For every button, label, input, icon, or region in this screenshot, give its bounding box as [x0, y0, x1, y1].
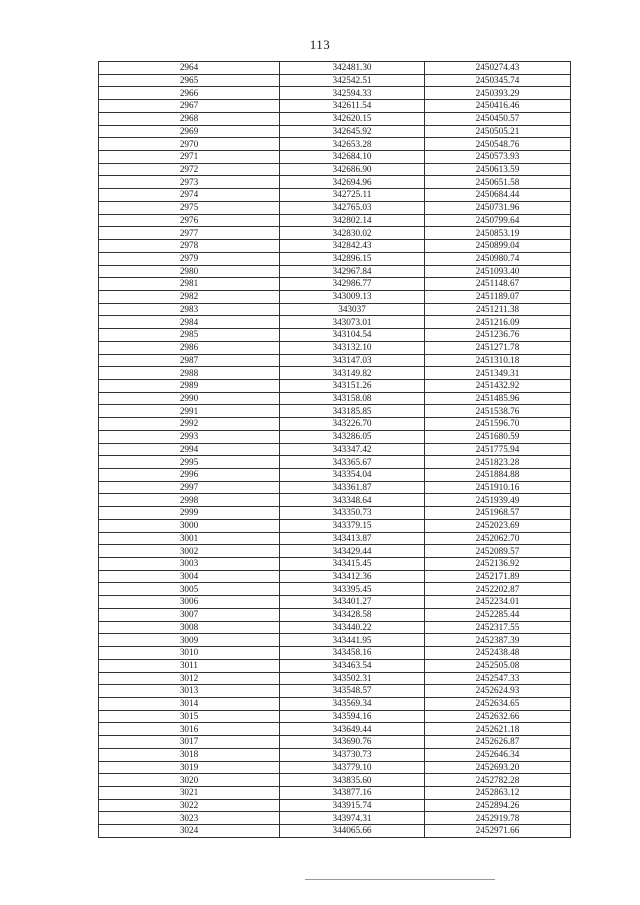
table-row: [99, 87, 571, 100]
x-coordinate-cell: 342620.15: [280, 112, 425, 125]
point-number-cell: 2981: [99, 278, 280, 291]
table-row: [99, 265, 571, 278]
y-coordinate-cell: 2451775.94: [425, 443, 571, 456]
point-number-cell: 2989: [99, 379, 280, 392]
y-coordinate-cell: 2451148.67: [425, 278, 571, 291]
point-number-cell: 3014: [99, 697, 280, 710]
point-number-cell: 3004: [99, 570, 280, 583]
x-coordinate-cell: 343132.10: [280, 341, 425, 354]
table-row: [99, 278, 571, 291]
table-row: [99, 545, 571, 558]
y-coordinate-cell: 2451271.78: [425, 341, 571, 354]
x-coordinate-cell: 343379.15: [280, 519, 425, 532]
x-coordinate-cell: 343594.16: [280, 710, 425, 723]
x-coordinate-cell: 343429.44: [280, 545, 425, 558]
table-row: [99, 519, 571, 532]
y-coordinate-cell: 2452863.12: [425, 786, 571, 799]
footer-divider: [305, 879, 495, 880]
table-row: [99, 634, 571, 647]
y-coordinate-cell: 2451538.76: [425, 405, 571, 418]
point-number-cell: 2973: [99, 176, 280, 189]
x-coordinate-cell: 343835.60: [280, 774, 425, 787]
table-row: [99, 214, 571, 227]
table-row: [99, 799, 571, 812]
y-coordinate-cell: 2452438.48: [425, 647, 571, 660]
table-row: [99, 367, 571, 380]
y-coordinate-cell: 2452621.18: [425, 723, 571, 736]
y-coordinate-cell: 2451216.09: [425, 316, 571, 329]
y-coordinate-cell: 2450548.76: [425, 138, 571, 151]
x-coordinate-cell: 343412.36: [280, 570, 425, 583]
x-coordinate-cell: 343548.57: [280, 685, 425, 698]
point-number-cell: 3007: [99, 608, 280, 621]
x-coordinate-cell: 343730.73: [280, 748, 425, 761]
point-number-cell: 3008: [99, 621, 280, 634]
y-coordinate-cell: 2450899.04: [425, 240, 571, 253]
x-coordinate-cell: 343401.27: [280, 596, 425, 609]
x-coordinate-cell: 343226.70: [280, 418, 425, 431]
table-row: [99, 507, 571, 520]
x-coordinate-cell: 343877.16: [280, 786, 425, 799]
x-coordinate-cell: 342611.54: [280, 100, 425, 113]
y-coordinate-cell: 2450573.93: [425, 151, 571, 164]
x-coordinate-cell: 343361.87: [280, 481, 425, 494]
table-row: [99, 570, 571, 583]
x-coordinate-cell: 343413.87: [280, 532, 425, 545]
point-number-cell: 2968: [99, 112, 280, 125]
table-row: [99, 138, 571, 151]
y-coordinate-cell: 2450853.19: [425, 227, 571, 240]
table-row: [99, 303, 571, 316]
table-row: [99, 596, 571, 609]
x-coordinate-cell: 343395.45: [280, 583, 425, 596]
table-row: [99, 825, 571, 838]
y-coordinate-cell: 2450731.96: [425, 201, 571, 214]
table-row: [99, 456, 571, 469]
table-row: [99, 151, 571, 164]
table-row: [99, 685, 571, 698]
x-coordinate-cell: 343104.54: [280, 329, 425, 342]
point-number-cell: 2999: [99, 507, 280, 520]
table-row: [99, 316, 571, 329]
point-number-cell: 2978: [99, 240, 280, 253]
y-coordinate-cell: 2452387.39: [425, 634, 571, 647]
x-coordinate-cell: 343569.34: [280, 697, 425, 710]
table-row: [99, 710, 571, 723]
x-coordinate-cell: 343350.73: [280, 507, 425, 520]
y-coordinate-cell: 2451596.70: [425, 418, 571, 431]
y-coordinate-cell: 2450505.21: [425, 125, 571, 138]
point-number-cell: 2971: [99, 151, 280, 164]
x-coordinate-cell: 342594.33: [280, 87, 425, 100]
x-coordinate-cell: 343286.05: [280, 430, 425, 443]
x-coordinate-cell: 343690.76: [280, 736, 425, 749]
table-row: [99, 112, 571, 125]
point-number-cell: 2983: [99, 303, 280, 316]
point-number-cell: 2986: [99, 341, 280, 354]
x-coordinate-cell: 343348.64: [280, 494, 425, 507]
table-row: [99, 290, 571, 303]
x-coordinate-cell: 343915.74: [280, 799, 425, 812]
point-number-cell: 2994: [99, 443, 280, 456]
x-coordinate-cell: 342896.15: [280, 252, 425, 265]
table-row: [99, 494, 571, 507]
y-coordinate-cell: 2452062.70: [425, 532, 571, 545]
y-coordinate-cell: 2452624.93: [425, 685, 571, 698]
x-coordinate-cell: 343354.04: [280, 469, 425, 482]
y-coordinate-cell: 2450613.59: [425, 163, 571, 176]
point-number-cell: 2970: [99, 138, 280, 151]
table-row: [99, 786, 571, 799]
x-coordinate-cell: 342725.11: [280, 189, 425, 202]
point-number-cell: 2997: [99, 481, 280, 494]
point-number-cell: 3002: [99, 545, 280, 558]
point-number-cell: 3017: [99, 736, 280, 749]
table-row: [99, 201, 571, 214]
y-coordinate-cell: 2451211.38: [425, 303, 571, 316]
x-coordinate-cell: 343185.85: [280, 405, 425, 418]
y-coordinate-cell: 2451093.40: [425, 265, 571, 278]
x-coordinate-cell: 343009.13: [280, 290, 425, 303]
point-number-cell: 3016: [99, 723, 280, 736]
x-coordinate-cell: 343463.54: [280, 659, 425, 672]
point-number-cell: 3013: [99, 685, 280, 698]
y-coordinate-cell: 2451910.16: [425, 481, 571, 494]
table-row: [99, 621, 571, 634]
x-coordinate-cell: 342842.43: [280, 240, 425, 253]
table-row: [99, 761, 571, 774]
y-coordinate-cell: 2452632.66: [425, 710, 571, 723]
x-coordinate-cell: 342481.30: [280, 62, 425, 75]
x-coordinate-cell: 342830.02: [280, 227, 425, 240]
y-coordinate-cell: 2450799.64: [425, 214, 571, 227]
y-coordinate-cell: 2452202.87: [425, 583, 571, 596]
y-coordinate-cell: 2452634.65: [425, 697, 571, 710]
point-number-cell: 2985: [99, 329, 280, 342]
y-coordinate-cell: 2450651.58: [425, 176, 571, 189]
x-coordinate-cell: 343440.22: [280, 621, 425, 634]
table-row: [99, 418, 571, 431]
x-coordinate-cell: 343347.42: [280, 443, 425, 456]
point-number-cell: 2966: [99, 87, 280, 100]
point-number-cell: 2977: [99, 227, 280, 240]
y-coordinate-cell: 2451485.96: [425, 392, 571, 405]
y-coordinate-cell: 2450393.29: [425, 87, 571, 100]
point-number-cell: 3023: [99, 812, 280, 825]
point-number-cell: 3019: [99, 761, 280, 774]
point-number-cell: 2995: [99, 456, 280, 469]
point-number-cell: 2993: [99, 430, 280, 443]
table-row: [99, 405, 571, 418]
table-row: [99, 532, 571, 545]
x-coordinate-cell: 342765.03: [280, 201, 425, 214]
x-coordinate-cell: 343415.45: [280, 558, 425, 571]
coordinates-table: [98, 61, 571, 838]
y-coordinate-cell: 2452919.78: [425, 812, 571, 825]
point-number-cell: 3022: [99, 799, 280, 812]
point-number-cell: 3011: [99, 659, 280, 672]
y-coordinate-cell: 2451939.49: [425, 494, 571, 507]
point-number-cell: 2976: [99, 214, 280, 227]
point-number-cell: 2982: [99, 290, 280, 303]
point-number-cell: 3024: [99, 825, 280, 838]
y-coordinate-cell: 2451236.76: [425, 329, 571, 342]
table-row: [99, 723, 571, 736]
x-coordinate-cell: 343458.16: [280, 647, 425, 660]
point-number-cell: 2998: [99, 494, 280, 507]
y-coordinate-cell: 2450345.74: [425, 74, 571, 87]
table-row: [99, 672, 571, 685]
point-number-cell: 3009: [99, 634, 280, 647]
table-row: [99, 608, 571, 621]
y-coordinate-cell: 2452547.33: [425, 672, 571, 685]
table-row: [99, 469, 571, 482]
x-coordinate-cell: 342684.10: [280, 151, 425, 164]
point-number-cell: 2979: [99, 252, 280, 265]
y-coordinate-cell: 2452136.92: [425, 558, 571, 571]
y-coordinate-cell: 2452317.55: [425, 621, 571, 634]
table-row: [99, 240, 571, 253]
table-row: [99, 774, 571, 787]
y-coordinate-cell: 2452971.66: [425, 825, 571, 838]
coordinates-table-body: [99, 62, 571, 838]
x-coordinate-cell: 342645.92: [280, 125, 425, 138]
point-number-cell: 2969: [99, 125, 280, 138]
table-row: [99, 100, 571, 113]
y-coordinate-cell: 2452089.57: [425, 545, 571, 558]
table-row: [99, 189, 571, 202]
point-number-cell: 2987: [99, 354, 280, 367]
y-coordinate-cell: 2452646.34: [425, 748, 571, 761]
table-row: [99, 812, 571, 825]
x-coordinate-cell: 342653.28: [280, 138, 425, 151]
x-coordinate-cell: 343158.08: [280, 392, 425, 405]
x-coordinate-cell: 342802.14: [280, 214, 425, 227]
table-row: [99, 163, 571, 176]
point-number-cell: 2967: [99, 100, 280, 113]
x-coordinate-cell: 343441.95: [280, 634, 425, 647]
table-row: [99, 341, 571, 354]
point-number-cell: 2996: [99, 469, 280, 482]
point-number-cell: 3018: [99, 748, 280, 761]
y-coordinate-cell: 2452894.26: [425, 799, 571, 812]
table-row: [99, 697, 571, 710]
point-number-cell: 3015: [99, 710, 280, 723]
point-number-cell: 2964: [99, 62, 280, 75]
table-row: [99, 125, 571, 138]
y-coordinate-cell: 2451884.88: [425, 469, 571, 482]
x-coordinate-cell: 343779.10: [280, 761, 425, 774]
table-row: [99, 176, 571, 189]
y-coordinate-cell: 2452285.44: [425, 608, 571, 621]
y-coordinate-cell: 2450684.44: [425, 189, 571, 202]
x-coordinate-cell: 343974.31: [280, 812, 425, 825]
y-coordinate-cell: 2452782.28: [425, 774, 571, 787]
x-coordinate-cell: 343149.82: [280, 367, 425, 380]
point-number-cell: 3021: [99, 786, 280, 799]
y-coordinate-cell: 2452693.20: [425, 761, 571, 774]
table-row: [99, 647, 571, 660]
y-coordinate-cell: 2452626.87: [425, 736, 571, 749]
point-number-cell: 3003: [99, 558, 280, 571]
page-number: 113: [309, 37, 331, 52]
y-coordinate-cell: 2452171.89: [425, 570, 571, 583]
y-coordinate-cell: 2451310.18: [425, 354, 571, 367]
y-coordinate-cell: 2450450.57: [425, 112, 571, 125]
x-coordinate-cell: 342694.96: [280, 176, 425, 189]
x-coordinate-cell: 343428.58: [280, 608, 425, 621]
x-coordinate-cell: 343073.01: [280, 316, 425, 329]
point-number-cell: 2974: [99, 189, 280, 202]
table-row: [99, 430, 571, 443]
y-coordinate-cell: 2451189.07: [425, 290, 571, 303]
x-coordinate-cell: 343365.67: [280, 456, 425, 469]
point-number-cell: 2984: [99, 316, 280, 329]
x-coordinate-cell: 343037: [280, 303, 425, 316]
table-row: [99, 748, 571, 761]
x-coordinate-cell: 342542.51: [280, 74, 425, 87]
point-number-cell: 2992: [99, 418, 280, 431]
y-coordinate-cell: 2452234.01: [425, 596, 571, 609]
point-number-cell: 3005: [99, 583, 280, 596]
point-number-cell: 2972: [99, 163, 280, 176]
table-row: [99, 62, 571, 75]
x-coordinate-cell: 343502.31: [280, 672, 425, 685]
table-row: [99, 74, 571, 87]
table-row: [99, 227, 571, 240]
y-coordinate-cell: 2451680.59: [425, 430, 571, 443]
point-number-cell: 2990: [99, 392, 280, 405]
y-coordinate-cell: 2451349.31: [425, 367, 571, 380]
x-coordinate-cell: 344065.66: [280, 825, 425, 838]
y-coordinate-cell: 2450416.46: [425, 100, 571, 113]
x-coordinate-cell: 342967.84: [280, 265, 425, 278]
y-coordinate-cell: 2450980.74: [425, 252, 571, 265]
table-row: [99, 379, 571, 392]
point-number-cell: 3020: [99, 774, 280, 787]
x-coordinate-cell: 343151.26: [280, 379, 425, 392]
table-row: [99, 481, 571, 494]
table-row: [99, 583, 571, 596]
table-row: [99, 252, 571, 265]
y-coordinate-cell: 2451968.57: [425, 507, 571, 520]
y-coordinate-cell: 2450274.43: [425, 62, 571, 75]
point-number-cell: 2991: [99, 405, 280, 418]
table-row: [99, 443, 571, 456]
x-coordinate-cell: 342986.77: [280, 278, 425, 291]
table-row: [99, 392, 571, 405]
table-row: [99, 736, 571, 749]
point-number-cell: 2975: [99, 201, 280, 214]
y-coordinate-cell: 2451823.28: [425, 456, 571, 469]
point-number-cell: 3001: [99, 532, 280, 545]
point-number-cell: 2965: [99, 74, 280, 87]
point-number-cell: 3000: [99, 519, 280, 532]
y-coordinate-cell: 2451432.92: [425, 379, 571, 392]
point-number-cell: 3012: [99, 672, 280, 685]
point-number-cell: 2988: [99, 367, 280, 380]
table-row: [99, 354, 571, 367]
point-number-cell: 3010: [99, 647, 280, 660]
table-row: [99, 329, 571, 342]
x-coordinate-cell: 342686.90: [280, 163, 425, 176]
y-coordinate-cell: 2452023.69: [425, 519, 571, 532]
y-coordinate-cell: 2452505.08: [425, 659, 571, 672]
table-row: [99, 659, 571, 672]
point-number-cell: 2980: [99, 265, 280, 278]
x-coordinate-cell: 343649.44: [280, 723, 425, 736]
table-row: [99, 558, 571, 571]
x-coordinate-cell: 343147.03: [280, 354, 425, 367]
point-number-cell: 3006: [99, 596, 280, 609]
